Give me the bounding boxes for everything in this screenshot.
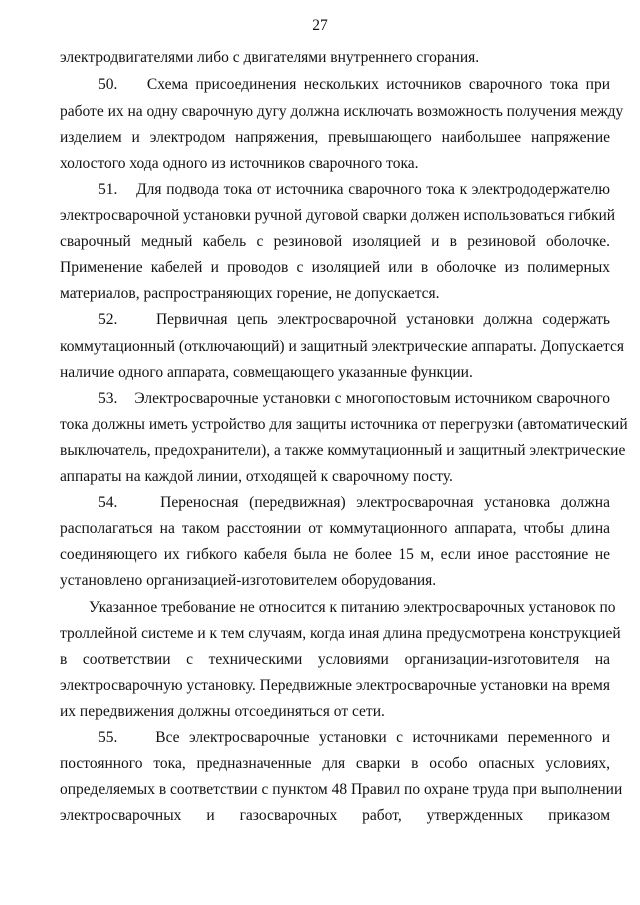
paragraph-first-line: 53. Электросварочные установки с многопостовым источником сварочного [98,390,610,407]
text-line: материалов, распространяющих горение, не допускается. [60,285,440,302]
text-line: электродвигателями либо с двигателями внутреннего сгорания. [60,49,480,66]
text-line: сварочный медный кабель с резиновой изоляцией и в резиновой оболочке. [60,233,610,250]
text-line: выключатель, предохранители), а также коммутационный и защитный электрические [60,442,626,459]
text-line: холостого хода одного из источников сварочного тока. [60,155,419,172]
text-line: располагаться на таком расстоянии от коммутационного аппарата, чтобы длина [60,520,610,537]
text-line: электросварочных и газосварочных работ, утвержденных приказом [60,807,610,824]
text-line: работе их на одну сварочную дугу должна исключать возможность получения между [60,103,624,120]
text-line: установлено организацией-изготовителем оборудования. [60,572,437,589]
text-line: их передвижения должны отсоединяться от сети. [60,703,385,720]
text-line: в соответствии с техническими условиями организации-изготовителя на [60,651,610,668]
paragraph-first-line: Указанное требование не относится к питанию электросварочных установок по [89,599,616,616]
text-line: коммутационный (отключающий) и защитный электрические аппараты. Допускается [60,338,624,355]
text-line: электросварочной установки ручной дуговой сварки должен использоваться гибкий [60,207,616,224]
page-number: 27 [312,17,328,34]
paragraph-first-line: 55. Все электросварочные установки с источниками переменного и [98,729,610,746]
text-line: Применение кабелей и проводов с изоляцией или в оболочке из полимерных [60,259,610,276]
text-line: наличие одного аппарата, совмещающего указанные функции. [60,364,473,381]
text-line: соединяющего их гибкого кабеля была не более 15 м, если иное расстояние не [60,546,610,563]
text-line: изделием и электродом напряжения, превышающего наибольшее напряжение [60,129,610,146]
paragraph-first-line: 51. Для подвода тока от источника сварочного тока к электрододержателю [98,181,610,198]
text-line: тока должны иметь устройство для защиты источника от перегрузки (автоматический [60,416,628,433]
text-line: аппараты на каждой линии, отходящей к сварочному посту. [60,468,453,485]
paragraph-first-line: 50. Схема присоединения нескольких источников сварочного тока при [98,76,610,93]
paragraph-first-line: 54. Переносная (передвижная) электросварочная установка должна [98,494,610,511]
text-line: постоянного тока, предназначенные для сварки в особо опасных условиях, [60,755,610,772]
text-line: определяемых в соответствии с пунктом 48 Правил по охране труда при выполнении [60,781,623,798]
paragraph-first-line: 52. Первичная цепь электросварочной установки должна содержать [98,311,610,328]
text-line: троллейной системе и к тем случаям, когда иная длина предусмотрена конструкцией [60,625,621,642]
text-line: электросварочную установку. Передвижные электросварочные установки на время [60,677,610,694]
